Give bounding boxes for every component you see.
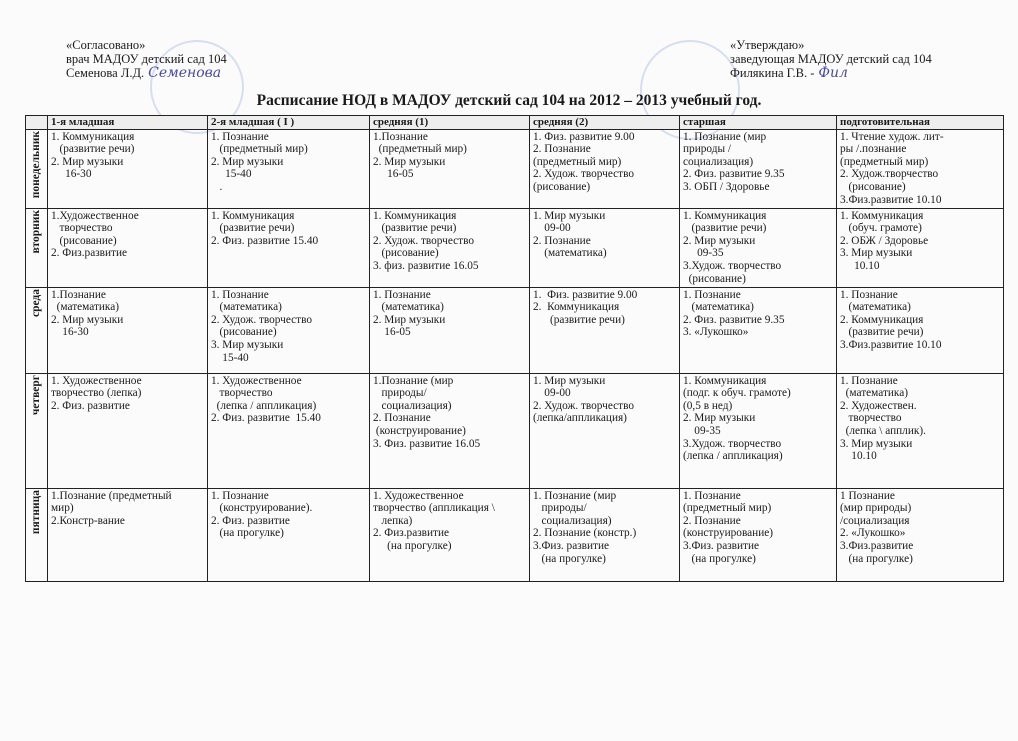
activity-line: 1. Физ. развитие 9.00: [533, 288, 638, 301]
schedule-cell: [837, 373, 1004, 488]
day-cell: [26, 488, 48, 581]
activity-line: 1. Художественное: [51, 374, 142, 387]
schedule-cell: [530, 287, 680, 373]
activity-line: (на прогулке): [840, 552, 913, 565]
schedule-cell: [370, 488, 530, 581]
schedule-cell: [208, 208, 370, 287]
activity-line: 2. Познание: [533, 234, 591, 247]
activity-line: (на прогулке): [373, 539, 452, 552]
schedule-cell: [48, 488, 208, 581]
activity-line: 3.Худож. творчество: [683, 437, 782, 450]
schedule-cell: [680, 208, 837, 287]
activity-line: 3. Мир музыки: [211, 338, 284, 351]
document-title: Расписание НОД в МАДОУ детский сад 104 на 2012 – 2013 учебный год.: [256, 92, 762, 109]
activity-line: природы/: [373, 387, 427, 400]
activity-line: (предметный мир): [373, 143, 467, 156]
activity-line: 16-05: [373, 326, 411, 339]
activity-line: (на прогулке): [211, 527, 284, 540]
activity-line: 1. Познание: [840, 288, 898, 301]
schedule-cell: [837, 129, 1004, 208]
activity-line: 1.Познание: [51, 288, 106, 301]
activity-line: 16-05: [373, 168, 414, 181]
activity-line: 1 Познание: [840, 489, 895, 502]
activity-line: 1. Познание: [373, 288, 431, 301]
schedule-cell: [48, 208, 208, 287]
activity-line: 2. Познание: [683, 514, 741, 527]
activity-line: (на прогулке): [533, 552, 606, 565]
approval-left-line1: «Согласовано»: [66, 38, 146, 52]
activity-line: 1. Познание: [683, 489, 741, 502]
activity-line: 2. Мир музыки: [373, 313, 446, 326]
day-label: среда: [30, 288, 43, 317]
activity-line: мир): [51, 502, 74, 515]
signature-right: Фил: [818, 65, 848, 81]
activity-line: 09-35: [683, 424, 721, 437]
activity-line: 1. Познание: [211, 489, 269, 502]
schedule-cell: [530, 129, 680, 208]
activity-line: (рисование): [373, 247, 439, 260]
activity-line: 1. Коммуникация: [683, 209, 767, 222]
activity-line: 2. Познание: [373, 412, 431, 425]
activity-line: (математика): [211, 301, 282, 314]
schedule-cell: [48, 129, 208, 208]
activity-line: социализация): [683, 155, 754, 168]
activity-line: 3. физ. развитие 16.05: [373, 259, 479, 272]
activity-line: 1. Познание: [211, 288, 269, 301]
activity-line: 2. Познание: [533, 143, 591, 156]
activity-line: 2. Физ.развитие: [51, 247, 128, 260]
activity-line: ры /.познание: [840, 143, 907, 156]
activity-line: 16-30: [51, 168, 92, 181]
approval-left-line3: Семенова Л.Д.: [66, 66, 145, 80]
activity-line: 1.Познание (предметный: [51, 489, 172, 502]
activity-line: 1. Познание: [211, 130, 269, 143]
activity-line: 1. Художественное: [373, 489, 464, 502]
activity-line: творчество: [51, 222, 113, 235]
table-row: [26, 488, 1004, 581]
activity-line: 2. Физ. развитие 9.35: [683, 313, 785, 326]
activity-line: .: [211, 180, 223, 193]
activity-line: 3. Мир музыки: [840, 437, 913, 450]
activity-line: (рисование): [51, 234, 117, 247]
activity-line: (лепка / аппликация): [211, 399, 317, 412]
activity-line: 1. Коммуникация: [51, 130, 135, 143]
activity-line: 3.Физ.развитие 10.10: [840, 338, 942, 351]
activity-line: 2. Мир музыки: [683, 234, 756, 247]
activity-line: (предметный мир): [211, 143, 308, 156]
activity-line: 1. Коммуникация: [683, 374, 767, 387]
activity-line: 2.Констр-вание: [51, 514, 125, 527]
activity-line: 09-35: [683, 247, 724, 260]
activity-line: (развитие речи): [373, 222, 457, 235]
activity-line: 2. Худож. творчество: [373, 234, 475, 247]
activity-line: (рисование): [840, 180, 906, 193]
activity-line: 2. Физ. развитие 15.40: [211, 412, 321, 425]
schedule-table: [25, 115, 1004, 582]
activity-line: 2. Коммуникация: [840, 313, 924, 326]
day-cell: [26, 208, 48, 287]
activity-line: 1.Познание (мир: [373, 374, 454, 387]
table-row: [26, 373, 1004, 488]
activity-line: 09-00: [533, 387, 571, 400]
day-cell: [26, 287, 48, 373]
day-label: пятница: [30, 489, 43, 534]
activity-line: 2. Мир музыки: [373, 155, 446, 168]
activity-line: творчество: [211, 387, 273, 400]
activity-line: 1. Физ. развитие 9.00: [533, 130, 635, 143]
signature-left: Семенова: [148, 65, 222, 81]
schedule-cell: [48, 287, 208, 373]
activity-line: (лепка/аппликация): [533, 412, 627, 425]
activity-line: 3.Физ. развитие: [683, 539, 760, 552]
column-header: подготовительная: [837, 116, 1004, 130]
activity-line: 2. Физ. развитие 15.40: [211, 234, 319, 247]
activity-line: 3.Физ. развитие: [533, 539, 610, 552]
activity-line: 3. «Лукошко»: [683, 326, 749, 339]
activity-line: (мир природы): [840, 502, 912, 515]
activity-line: 1. Коммуникация: [373, 209, 457, 222]
schedule-cell: [48, 373, 208, 488]
activity-line: творчество (лепка): [51, 387, 142, 400]
schedule-cell: [680, 488, 837, 581]
activity-line: 2. Мир музыки: [683, 412, 756, 425]
activity-line: лепка): [373, 514, 413, 527]
activity-line: (развитие речи): [51, 143, 135, 156]
activity-line: (математика): [51, 301, 120, 314]
table-row: [26, 208, 1004, 287]
activity-line: 2. Мир музыки: [51, 313, 124, 326]
day-label: понедельник: [30, 130, 43, 198]
activity-line: 1. Мир музыки: [533, 209, 606, 222]
activity-line: 10.10: [840, 450, 877, 463]
schedule-cell: [370, 208, 530, 287]
activity-line: 2. Худож. творчество: [211, 313, 313, 326]
activity-line: 1. Познание (мир: [533, 489, 617, 502]
activity-line: 2. Физ. развитие: [51, 399, 130, 412]
activity-line: (подг. к обуч. грамоте): [683, 387, 791, 400]
approval-right-line2: заведующая МАДОУ детский сад 104: [730, 52, 932, 66]
table-row: [26, 287, 1004, 373]
activity-line: 2. Познание (констр.): [533, 527, 637, 540]
activity-line: (рисование): [683, 272, 746, 285]
activity-line: (конструирование).: [211, 502, 313, 515]
column-header: 1-я младшая: [48, 116, 208, 130]
activity-line: 1. Коммуникация: [840, 209, 924, 222]
schedule-cell: [837, 208, 1004, 287]
approval-right-line1: «Утверждаю»: [730, 38, 805, 52]
column-header: средняя (1): [370, 116, 530, 130]
schedule-cell: [370, 373, 530, 488]
activity-line: (математика): [533, 247, 607, 260]
activity-line: 2. Художествен.: [840, 399, 917, 412]
activity-line: 3. Мир музыки: [840, 247, 913, 260]
activity-line: (обуч. грамоте): [840, 222, 922, 235]
activity-line: 2. «Лукошко»: [840, 527, 906, 540]
activity-line: (рисование): [533, 180, 591, 193]
schedule-cell: [530, 208, 680, 287]
activity-line: 15-40: [211, 351, 249, 364]
approval-left-line2: врач МАДОУ детский сад 104: [66, 52, 227, 66]
activity-line: природы /: [683, 143, 732, 156]
activity-line: 2. Физ. развитие 9.35: [683, 168, 785, 181]
activity-line: 09-00: [533, 222, 571, 235]
activity-line: (математика): [373, 301, 444, 314]
activity-line: 1. Познание: [840, 374, 898, 387]
activity-line: 1.Познание: [373, 130, 428, 143]
column-header: 2-я младшая ( I ): [208, 116, 370, 130]
activity-line: (конструирование): [373, 424, 466, 437]
activity-line: (математика): [683, 301, 754, 314]
schedule-body: [26, 129, 1004, 581]
activity-line: 2. Физ. развитие: [211, 514, 290, 527]
activity-line: (развитие речи): [533, 313, 625, 326]
activity-line: 2. Физ.развитие: [373, 527, 450, 540]
day-label: четверг: [30, 374, 43, 415]
schedule-cell: [208, 488, 370, 581]
activity-line: 1. Чтение худож. лит-: [840, 130, 944, 143]
schedule-cell: [680, 373, 837, 488]
activity-line: (конструирование): [683, 527, 774, 540]
day-cell: [26, 129, 48, 208]
schedule-cell: [837, 488, 1004, 581]
activity-line: (математика): [840, 387, 909, 400]
schedule-cell: [680, 287, 837, 373]
activity-line: творчество: [840, 412, 902, 425]
activity-line: 1. Мир музыки: [533, 374, 606, 387]
schedule-cell: [530, 488, 680, 581]
activity-line: 1. Познание: [683, 288, 741, 301]
activity-line: (на прогулке): [683, 552, 756, 565]
activity-line: 2. Худож. творчество: [533, 168, 635, 181]
activity-line: 3. ОБП / Здоровье: [683, 180, 770, 193]
activity-line: (развитие речи): [840, 326, 924, 339]
activity-line: 1.Художественное: [51, 209, 139, 222]
activity-line: (развитие речи): [211, 222, 295, 235]
column-header: средняя (2): [530, 116, 680, 130]
activity-line: 1. Познание (мир: [683, 130, 767, 143]
activity-line: (лепка \ апплик).: [840, 424, 926, 437]
schedule-cell: [370, 287, 530, 373]
activity-line: социализация): [373, 399, 452, 412]
activity-line: (предметный мир): [533, 155, 622, 168]
activity-line: 3.Худож. творчество: [683, 259, 782, 272]
day-cell: [26, 373, 48, 488]
approval-right-line3: Филякина Г.В. -: [730, 66, 815, 80]
activity-line: 3.Физ.развитие: [840, 539, 914, 552]
column-header: [26, 116, 48, 130]
activity-line: (рисование): [211, 326, 277, 339]
activity-line: 2. Худож. творчество: [533, 399, 635, 412]
schedule-cell: [208, 287, 370, 373]
activity-line: (предметный мир): [840, 155, 929, 168]
schedule-cell: [680, 129, 837, 208]
activity-line: творчество (аппликация \: [373, 502, 495, 515]
activity-line: 10.10: [840, 259, 880, 272]
schedule-cell: [208, 373, 370, 488]
activity-line: 2. Мир музыки: [51, 155, 124, 168]
table-row: [26, 129, 1004, 208]
activity-line: 1. Художественное: [211, 374, 302, 387]
schedule-cell: [370, 129, 530, 208]
approval-block-left: [66, 38, 227, 80]
activity-line: 2. Мир музыки: [211, 155, 284, 168]
activity-line: социализация): [533, 514, 612, 527]
activity-line: 15-40: [211, 168, 252, 181]
header-row: [26, 116, 1004, 130]
activity-line: 2. ОБЖ / Здоровье: [840, 234, 929, 247]
activity-line: 2. Коммуникация: [533, 301, 620, 314]
schedule-cell: [837, 287, 1004, 373]
activity-line: 2. Худож.творчество: [840, 168, 939, 181]
activity-line: 16-30: [51, 326, 89, 339]
schedule-cell: [208, 129, 370, 208]
activity-line: (0,5 в нед): [683, 399, 733, 412]
activity-line: 3. Физ. развитие 16.05: [373, 437, 481, 450]
schedule-cell: [530, 373, 680, 488]
activity-line: 1. Коммуникация: [211, 209, 295, 222]
column-header: старшая: [680, 116, 837, 130]
activity-line: (математика): [840, 301, 911, 314]
activity-line: 3.Физ.развитие 10.10: [840, 193, 942, 206]
activity-line: (предметный мир): [683, 502, 772, 515]
activity-line: (развитие речи): [683, 222, 767, 235]
day-label: вторник: [30, 209, 43, 254]
activity-line: (лепка / аппликация): [683, 450, 783, 463]
activity-line: /социализация: [840, 514, 910, 527]
activity-line: природы/: [533, 502, 587, 515]
approval-block-right: [730, 38, 932, 80]
